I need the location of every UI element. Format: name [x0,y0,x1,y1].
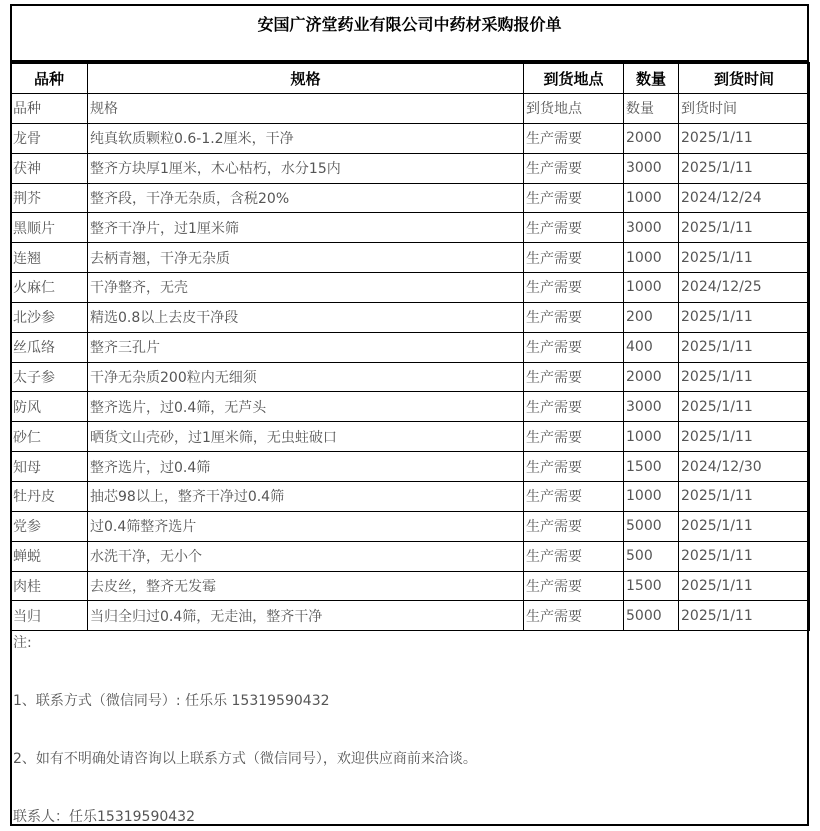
cell-variety: 肉桂 [11,571,88,601]
cell-variety: 丝瓜络 [11,332,88,362]
cell-spec: 水洗干净，无小个 [88,541,524,571]
cell-delivery-place: 生产需要 [524,452,624,482]
quote-sheet [10,4,809,826]
cell-variety: 砂仁 [11,422,88,452]
cell-delivery-place: 生产需要 [524,183,624,213]
column-header-delivery-time: 到货时间 [679,63,810,94]
cell-quantity: 2000 [624,362,679,392]
table-row [11,332,810,362]
table-row [11,362,810,392]
cell-quantity: 数量 [624,94,679,124]
cell-delivery-place: 生产需要 [524,392,624,422]
cell-variety: 品种 [11,94,88,124]
cell-delivery-place: 生产需要 [524,153,624,183]
column-header-variety: 品种 [11,63,88,94]
cell-spec: 精选0.8以上去皮干净段 [88,302,524,332]
notes-label: 注: [13,635,32,651]
cell-delivery-place: 生产需要 [524,332,624,362]
cell-quantity: 1500 [624,452,679,482]
table-row [11,511,810,541]
cell-quantity: 5000 [624,601,679,631]
page-title: 安国广济堂药业有限公司中药材采购报价单 [12,6,807,62]
table-row [11,302,810,332]
cell-delivery-place: 生产需要 [524,302,624,332]
cell-delivery-place: 生产需要 [524,243,624,273]
cell-quantity: 1000 [624,422,679,452]
cell-delivery-time: 2024/12/24 [679,183,810,213]
table-body [11,94,810,631]
notes-contact-person: 联系人：任乐15319590432 [13,809,195,825]
cell-delivery-place: 生产需要 [524,511,624,541]
table-row [11,452,810,482]
cell-quantity: 1000 [624,481,679,511]
cell-delivery-time: 2025/1/11 [679,422,810,452]
cell-spec: 晒货文山壳砂，过1厘米筛，无虫蛀破口 [88,422,524,452]
cell-delivery-time: 2025/1/11 [679,153,810,183]
cell-delivery-time: 2025/1/11 [679,511,810,541]
cell-delivery-place: 生产需要 [524,273,624,303]
cell-spec: 过0.4筛整齐选片 [88,511,524,541]
cell-spec: 干净整齐，无壳 [88,273,524,303]
cell-delivery-time: 2025/1/11 [679,213,810,243]
table-row [11,571,810,601]
cell-quantity: 500 [624,541,679,571]
table-row [11,601,810,631]
table-row [11,392,810,422]
table-row [11,243,810,273]
price-table [10,62,810,631]
cell-delivery-time: 2025/1/11 [679,243,810,273]
cell-variety: 龙骨 [11,123,88,153]
cell-delivery-place: 到货地点 [524,94,624,124]
cell-delivery-time: 2025/1/11 [679,481,810,511]
cell-delivery-place: 生产需要 [524,601,624,631]
cell-variety: 防风 [11,392,88,422]
cell-spec: 整齐选片，过0.4筛 [88,452,524,482]
cell-spec: 整齐干净片，过1厘米筛 [88,213,524,243]
cell-quantity: 2000 [624,123,679,153]
cell-quantity: 1000 [624,243,679,273]
cell-delivery-time: 2025/1/11 [679,362,810,392]
cell-delivery-time: 2024/12/30 [679,452,810,482]
cell-delivery-place: 生产需要 [524,213,624,243]
cell-variety: 牡丹皮 [11,481,88,511]
column-header-delivery-place: 到货地点 [524,63,624,94]
cell-spec: 干净无杂质200粒内无细须 [88,362,524,392]
cell-delivery-time: 2025/1/11 [679,302,810,332]
cell-delivery-time: 2025/1/11 [679,601,810,631]
cell-variety: 蝉蜕 [11,541,88,571]
cell-quantity: 1000 [624,183,679,213]
cell-variety: 知母 [11,452,88,482]
cell-quantity: 3000 [624,213,679,243]
cell-spec: 去柄青翘，干净无杂质 [88,243,524,273]
cell-delivery-place: 生产需要 [524,422,624,452]
cell-spec: 整齐方块厚1厘米，木心枯朽，水分15内 [88,153,524,183]
cell-delivery-place: 生产需要 [524,571,624,601]
table-row [11,123,810,153]
cell-variety: 黑顺片 [11,213,88,243]
cell-delivery-time: 到货时间 [679,94,810,124]
table-row [11,481,810,511]
cell-spec: 整齐段，干净无杂质，含税20% [88,183,524,213]
cell-delivery-place: 生产需要 [524,123,624,153]
cell-variety: 太子参 [11,362,88,392]
table-row [11,213,810,243]
cell-quantity: 400 [624,332,679,362]
cell-delivery-place: 生产需要 [524,481,624,511]
cell-delivery-place: 生产需要 [524,362,624,392]
cell-delivery-place: 生产需要 [524,541,624,571]
table-row [11,541,810,571]
table-row [11,422,810,452]
cell-spec: 整齐三孔片 [88,332,524,362]
notes-inquiry: 2、如有不明确处请咨询以上联系方式（微信同号），欢迎供应商前来洽谈。 [13,751,477,767]
cell-spec: 去皮丝，整齐无发霉 [88,571,524,601]
notes-contact-method: 1、联系方式（微信同号）: 任乐乐 15319590432 [13,693,330,709]
table-row [11,183,810,213]
cell-spec: 纯真软质颗粒0.6-1.2厘米，干净 [88,123,524,153]
cell-delivery-time: 2025/1/11 [679,123,810,153]
cell-quantity: 200 [624,302,679,332]
cell-delivery-time: 2025/1/11 [679,392,810,422]
table-row [11,94,810,124]
cell-variety: 茯神 [11,153,88,183]
cell-quantity: 3000 [624,392,679,422]
cell-variety: 党参 [11,511,88,541]
cell-spec: 规格 [88,94,524,124]
cell-delivery-time: 2025/1/11 [679,541,810,571]
cell-variety: 荆芥 [11,183,88,213]
cell-delivery-time: 2025/1/11 [679,332,810,362]
cell-spec: 抽芯98以上，整齐干净过0.4筛 [88,481,524,511]
cell-spec: 整齐选片，过0.4筛，无芦头 [88,392,524,422]
cell-variety: 当归 [11,601,88,631]
cell-quantity: 1000 [624,273,679,303]
cell-variety: 火麻仁 [11,273,88,303]
cell-quantity: 3000 [624,153,679,183]
table-header-row [11,63,810,94]
cell-spec: 当归全归过0.4筛，无走油，整齐干净 [88,601,524,631]
cell-variety: 连翘 [11,243,88,273]
cell-quantity: 1500 [624,571,679,601]
column-header-spec: 规格 [88,63,524,94]
table-row [11,273,810,303]
cell-quantity: 5000 [624,511,679,541]
table-row [11,153,810,183]
cell-delivery-time: 2024/12/25 [679,273,810,303]
cell-variety: 北沙参 [11,302,88,332]
column-header-quantity: 数量 [624,63,679,94]
cell-delivery-time: 2025/1/11 [679,571,810,601]
